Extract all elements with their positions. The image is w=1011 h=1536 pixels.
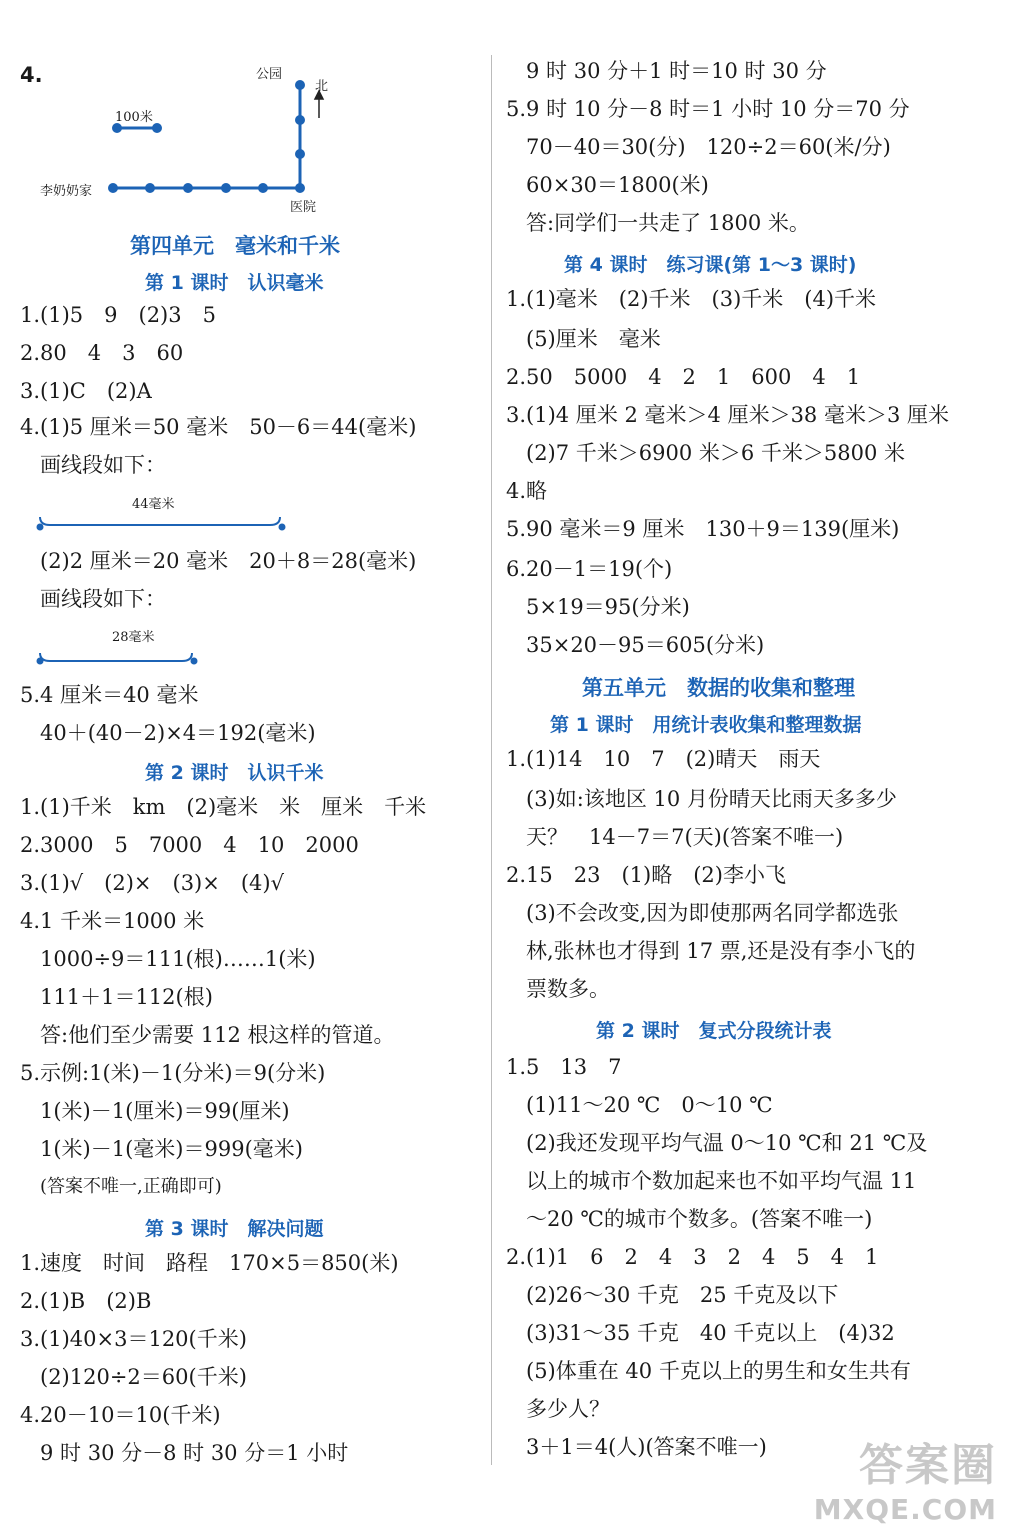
watermark-url: MXQE.COM <box>813 1493 997 1526</box>
question-4-number: 4. <box>20 63 43 87</box>
answer-line: 2.15 23 (1)略 (2)李小飞 <box>506 863 786 887</box>
answer-line: 40＋(40－2)×4＝192(毫米) <box>40 721 316 745</box>
unit-5-title: 第五单元 数据的收集和整理 <box>582 676 855 700</box>
watermark-logo <box>814 1429 997 1526</box>
lesson-3-title: 第 3 课时 解决问题 <box>145 1218 324 1240</box>
answer-line: 2.(1)B (2)B <box>20 1289 152 1313</box>
answer-line: 1000÷9＝111(根)……1(米) <box>40 947 316 971</box>
lesson-1-title: 第 1 课时 认识毫米 <box>145 272 324 294</box>
map-scale-label: 100米 <box>115 110 153 125</box>
answer-line: 60×30＝1800(米) <box>526 173 709 197</box>
answer-line: 9 时 30 分－8 时 30 分＝1 小时 <box>40 1441 349 1465</box>
segment-44mm-label: 44毫米 <box>132 497 175 512</box>
answer-line: 天？ 14－7＝7(天)(答案不唯一) <box>526 825 844 849</box>
answer-line: (3)不会改变,因为即使那两名同学都选张 <box>526 901 899 925</box>
left-column <box>0 0 490 1536</box>
answer-line: 5.示例:1(米)－1(分米)＝9(分米) <box>20 1061 326 1085</box>
answer-line: 111＋1＝112(根) <box>40 985 213 1009</box>
answer-line: ～20 ℃的城市个数多。(答案不唯一) <box>526 1207 873 1231</box>
answer-line: 9 时 30 分＋1 时＝10 时 30 分 <box>526 59 827 83</box>
answer-line: 5×19＝95(分米) <box>526 595 690 619</box>
answer-line: (2)26～30 千克 25 千克及以下 <box>526 1283 839 1307</box>
answer-line: 以上的城市个数加起来也不如平均气温 11 <box>526 1169 917 1193</box>
column-divider <box>491 55 492 1465</box>
answer-line: 70－40＝30(分) 120÷2＝60(米/分) <box>526 135 891 159</box>
answer-line: 1.速度 时间 路程 170×5＝850(米) <box>20 1251 399 1275</box>
answer-line: 林,张林也才得到 17 票,还是没有李小飞的 <box>526 939 916 963</box>
answer-line: 3.(1)C (2)A <box>20 379 152 403</box>
answer-line: 5.4 厘米＝40 毫米 <box>20 683 199 707</box>
map-label-home: 李奶奶家 <box>40 184 93 199</box>
answer-line: 3.(1)√ (2)× (3)× (4)√ <box>20 871 284 895</box>
map-label-north: 北 <box>315 79 329 94</box>
answer-line: (2)120÷2＝60(千米) <box>40 1365 247 1389</box>
answer-line: 3＋1＝4(人)(答案不唯一) <box>526 1435 767 1459</box>
answer-line: 票数多。 <box>526 977 610 1001</box>
answer-line: 3.(1)40×3＝120(千米) <box>20 1327 247 1351</box>
segment-44mm <box>30 505 330 545</box>
lesson-2-title: 第 2 课时 认识千米 <box>145 762 324 784</box>
answer-line: 2.80 4 3 60 <box>20 341 184 365</box>
answer-line: 画线段如下： <box>40 453 166 477</box>
answer-line: 多少人？ <box>526 1397 610 1421</box>
watermark-brand: 答案圈 <box>859 1440 997 1491</box>
answer-line: 4.略 <box>506 479 548 503</box>
answer-line: (2)2 厘米＝20 毫米 20＋8＝28(毫米) <box>40 549 417 573</box>
answer-line: 6.20－1＝19(个) <box>506 557 673 581</box>
answer-line: 1.5 13 7 <box>506 1055 622 1079</box>
answer-line: 2.(1)1 6 2 4 3 2 4 5 4 1 <box>506 1245 879 1269</box>
answer-line: 1(米)－1(毫米)＝999(毫米) <box>40 1137 303 1161</box>
answer-line: 2.50 5000 4 2 1 600 4 1 <box>506 365 861 389</box>
answer-line: 4.20－10＝10(千米) <box>20 1403 221 1427</box>
answer-line: 答:同学们一共走了 1800 米。 <box>526 211 810 235</box>
answer-line: 答:他们至少需要 112 根这样的管道。 <box>40 1023 395 1047</box>
unit-5-lesson-2-title: 第 2 课时 复式分段统计表 <box>596 1020 832 1042</box>
segment-28mm-label: 28毫米 <box>112 630 155 645</box>
unit-4-title: 第四单元 毫米和千米 <box>130 234 340 258</box>
answer-line: 5.9 时 10 分－8 时＝1 小时 10 分＝70 分 <box>506 97 910 121</box>
answer-line: (3)31～35 千克 40 千克以上 (4)32 <box>526 1321 895 1345</box>
lesson-4-title: 第 4 课时 练习课(第 1～3 课时) <box>564 254 857 276</box>
answer-line: (2)7 千米＞6900 米＞6 千米＞5800 米 <box>526 441 906 465</box>
answer-line: 1.(1)千米 km (2)毫米 米 厘米 千米 <box>20 795 427 819</box>
answer-line: 3.(1)4 厘米 2 毫米＞4 厘米＞38 毫米＞3 厘米 <box>506 403 949 427</box>
answer-line: 画线段如下： <box>40 587 166 611</box>
answer-line: (3)如:该地区 10 月份晴天比雨天多多少 <box>526 787 897 811</box>
answer-line: (答案不唯一,正确即可) <box>40 1176 222 1197</box>
map-label-hospital: 医院 <box>290 200 317 215</box>
answer-line: 4.1 千米＝1000 米 <box>20 909 205 933</box>
answer-line: 5.90 毫米＝9 厘米 130＋9＝139(厘米) <box>506 517 900 541</box>
segment-28mm <box>30 641 230 681</box>
answer-line: (5)厘米 毫米 <box>526 327 661 351</box>
unit-5-lesson-1-title: 第 1 课时 用统计表收集和整理数据 <box>550 714 862 736</box>
answer-line: 1.(1)5 9 (2)3 5 <box>20 303 216 327</box>
map-label-park: 公园 <box>256 67 283 82</box>
right-column <box>496 0 1011 1536</box>
answer-line: 35×20－95＝605(分米) <box>526 633 765 657</box>
answer-line: 2.3000 5 7000 4 10 2000 <box>20 833 359 857</box>
answer-line: (1)11～20 ℃ 0～10 ℃ <box>526 1093 773 1117</box>
answer-line: (5)体重在 40 千克以上的男生和女生共有 <box>526 1359 911 1383</box>
answer-line: 1(米)－1(厘米)＝99(厘米) <box>40 1099 290 1123</box>
answer-line: 1.(1)14 10 7 (2)晴天 雨天 <box>506 747 821 771</box>
answer-line: 4.(1)5 厘米＝50 毫米 50－6＝44(毫米) <box>20 415 417 439</box>
answer-line: (2)我还发现平均气温 0～10 ℃和 21 ℃及 <box>526 1131 928 1155</box>
answer-line: 1.(1)毫米 (2)千米 (3)千米 (4)千米 <box>506 287 877 311</box>
